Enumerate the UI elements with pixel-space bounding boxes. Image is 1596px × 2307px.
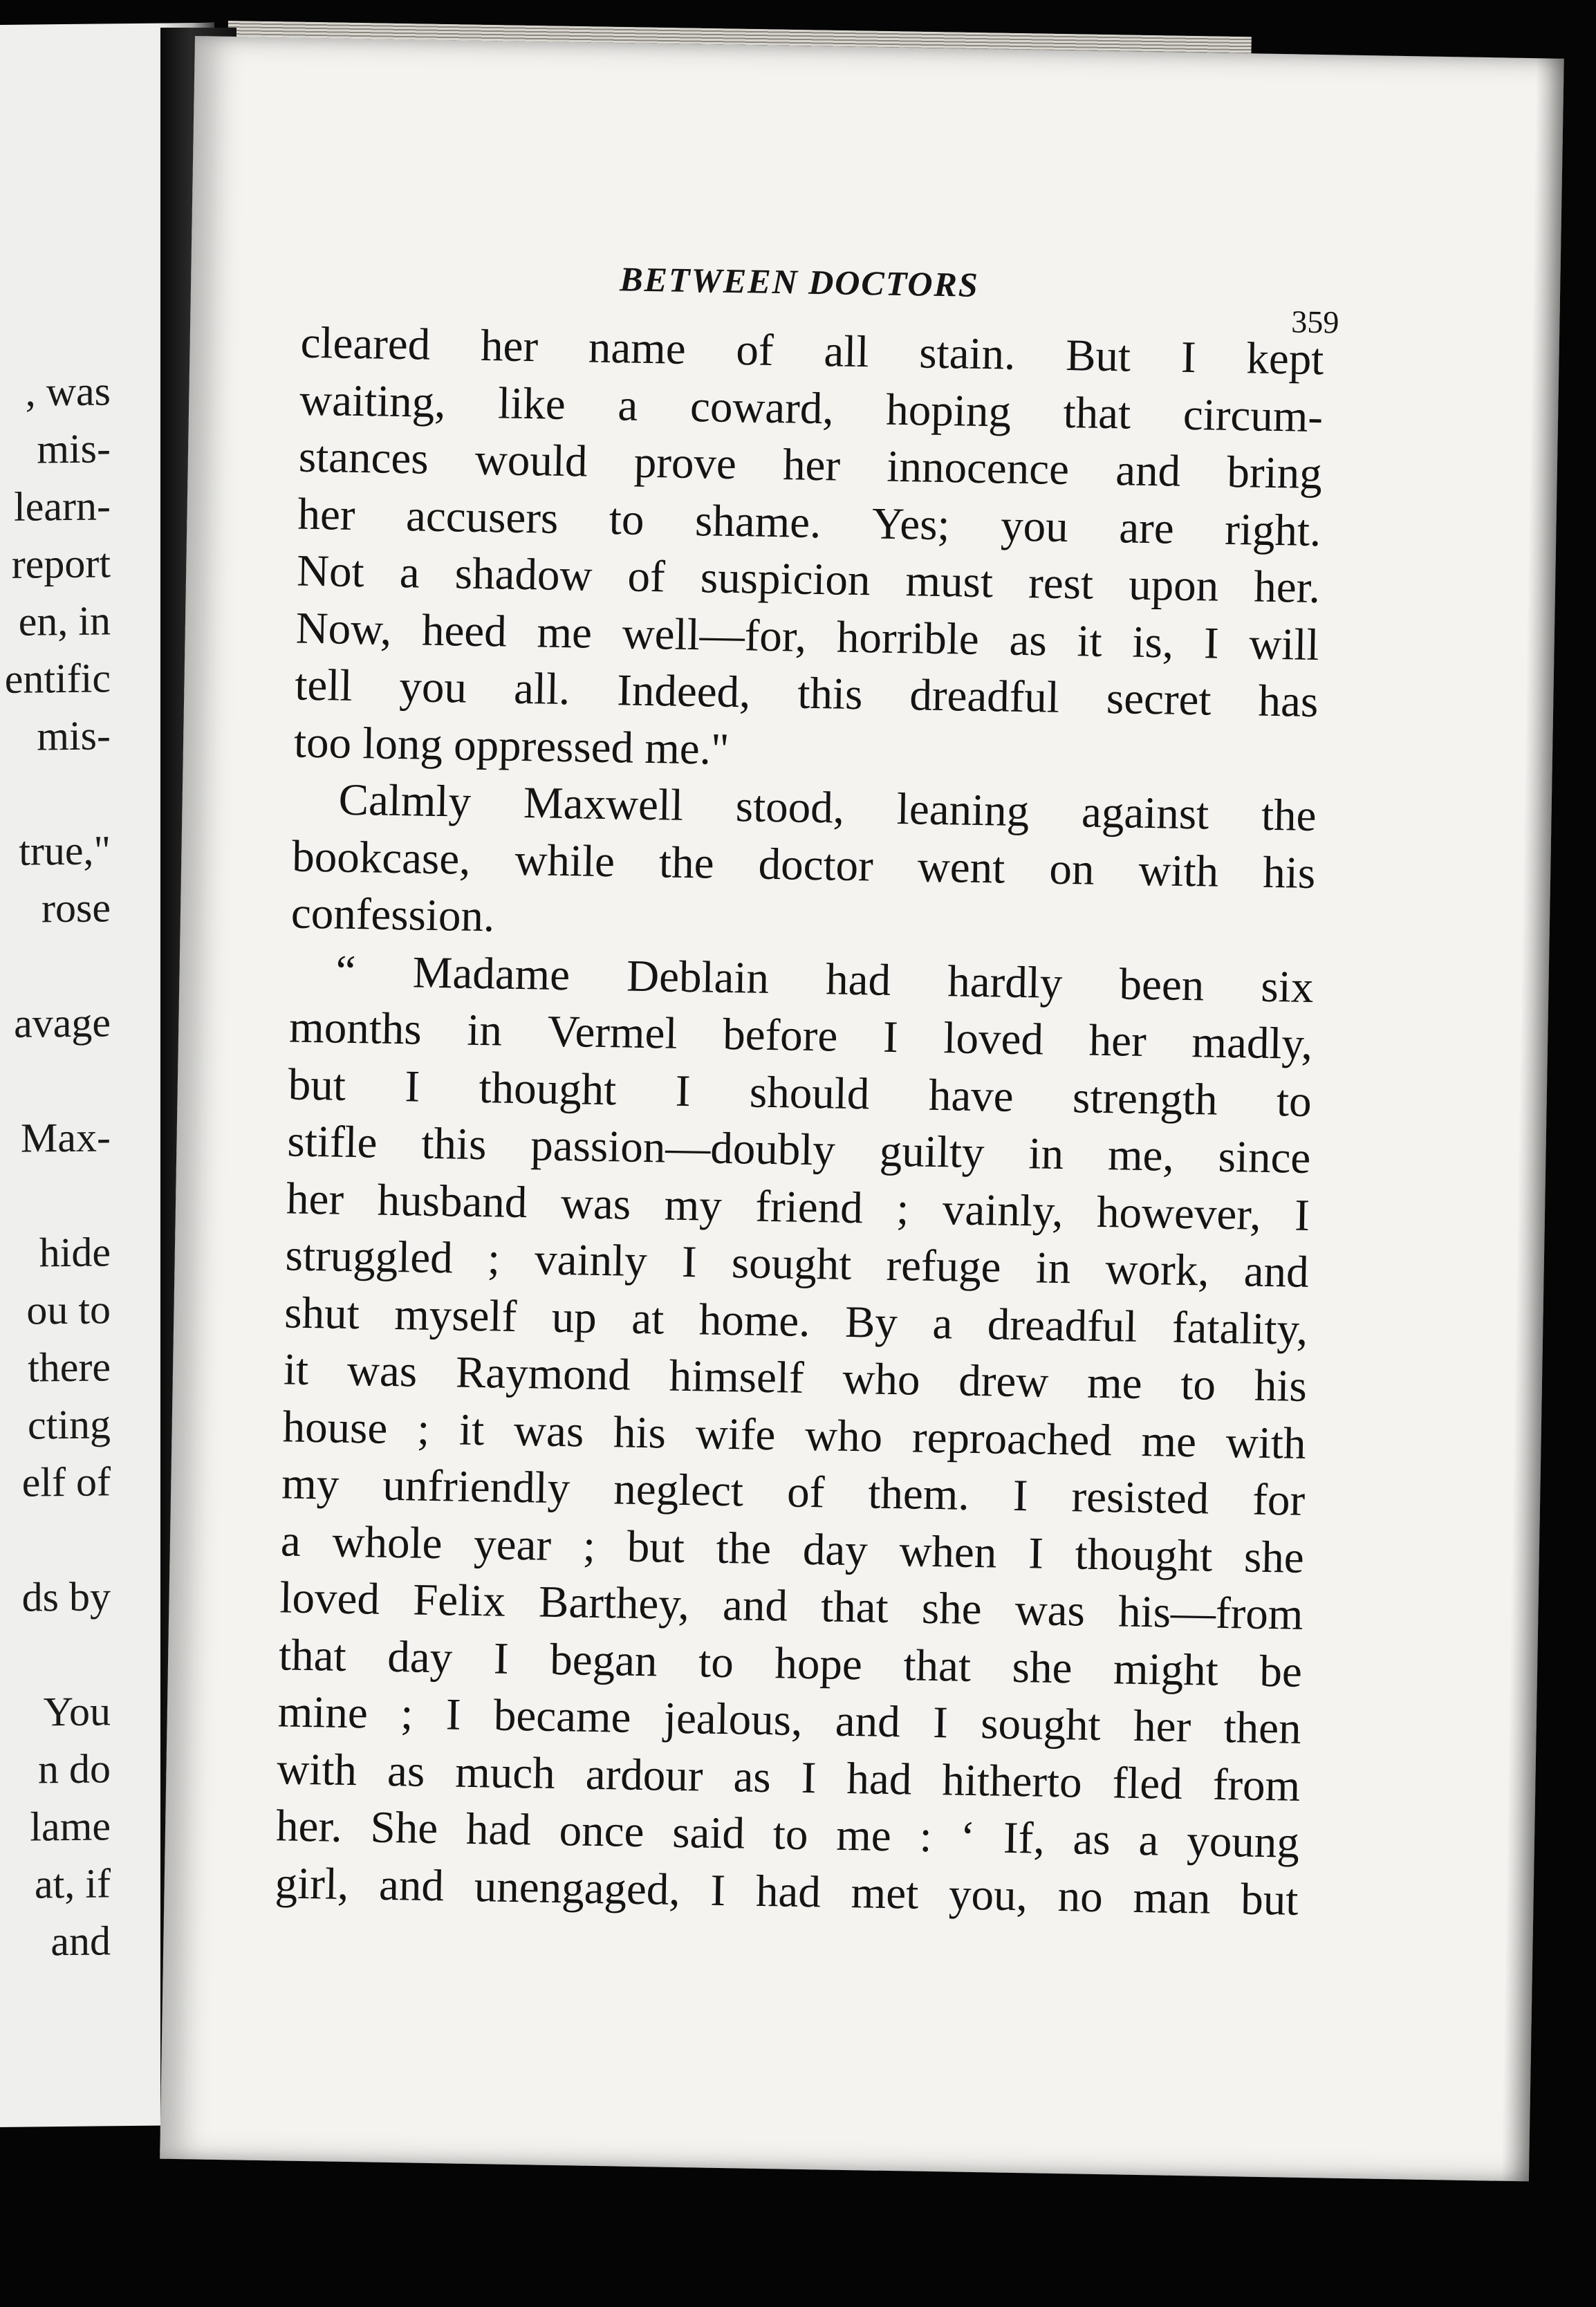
left-page-line: ds by [21,1573,111,1620]
text-line: struggled ; vainly I sought refuge in work, and [285,1230,1310,1297]
text-line: bookcase, while the doctor went on with his [291,831,1316,898]
left-page-line: n do [38,1745,111,1792]
text-line: loved Felix Barthey, and that she was his—from [279,1573,1303,1640]
text-line: girl, and unengaged, I had met you, no man but [275,1857,1299,1925]
left-page-line: elf of [21,1458,111,1505]
text-line: her. She had once said to me : ‘ If, as a young [275,1801,1300,1868]
text-line: but I thought I should have strength to [288,1059,1312,1127]
page-number: 359 [1290,304,1339,340]
text-line: stances would prove her innocence and bring [298,432,1323,499]
text-line: that day I began to hope that she might be [278,1629,1303,1697]
left-page-line: at, if [35,1860,111,1907]
text-line: “ Madame Deblain had hardly been six [335,946,1314,1012]
text-line: my unfriendly neglect of them. I resisted for [281,1458,1306,1526]
running-head: BETWEEN DOCTORS [619,259,980,304]
left-page-line: You [43,1688,111,1735]
left-page-line: ou to [26,1286,111,1333]
left-page-line: cting [28,1401,111,1448]
left-page-line [0,1166,111,1225]
left-page-line: , was [25,368,111,415]
left-page-line: entific [4,655,111,702]
left-page-line: rose [41,884,111,932]
text-line: house ; it was his wife who reproached me with [282,1401,1307,1469]
text-line: Calmly Maxwell stood, leaning against the [338,775,1317,842]
text-line: stifle this passion—doubly guilty in me, since [286,1116,1311,1183]
left-page-line: report [11,540,111,587]
text-line: shut myself up at home. By a dreadful fatality, [284,1287,1308,1355]
left-page-line: Max- [21,1114,111,1161]
left-page-line: learn- [14,483,111,530]
text-line: months in Vermel before I loved her madly, [288,1002,1313,1069]
text-line: it was Raymond himself who drew me to his [283,1344,1308,1411]
text-line: waiting, like a coward, hoping that circum- [299,375,1324,442]
page-edge-shadow [1501,58,1564,2181]
left-page-line: mis- [37,712,111,759]
left-page-line: en, in [18,597,111,645]
left-page-line [0,1510,111,1569]
left-page-line: and [50,1918,111,1965]
left-page-line: mis- [37,425,111,472]
text-line: tell you all. Indeed, this dreadful secret has [294,660,1319,728]
left-page-line [0,764,111,823]
text-line: confession. [290,888,495,942]
text-line: a whole year ; but the day when I thought she [280,1515,1305,1583]
left-page-text-fragments [0,362,111,1971]
text-line: cleared her name of all stain. But I kept [300,317,1324,385]
text-line: Not a shadow of suspicion must rest upon her. [296,546,1321,613]
left-page-line [0,936,111,995]
right-page [160,36,1564,2181]
left-page-line: avage [14,999,111,1046]
text-line: too long oppressed me." [293,717,730,775]
text-line: with as much ardour as I had hitherto fled from [276,1743,1301,1811]
text-line: her accusers to shame. Yes; you are right. [297,489,1321,556]
body-text [275,315,1324,1929]
text-line: Now, heed me well—for, horrible as it is, I will [295,603,1320,670]
text-line: mine ; I became jealous, and I sought her then [277,1687,1302,1754]
text-line: her husband was my friend ; vainly, however, I [286,1173,1310,1241]
left-page-line: lame [30,1803,111,1850]
left-page-line [0,1625,111,1684]
left-page-line [0,1051,111,1110]
left-page-line: true," [19,827,111,874]
left-page-line: there [28,1344,111,1391]
left-page-line: hide [39,1229,111,1276]
